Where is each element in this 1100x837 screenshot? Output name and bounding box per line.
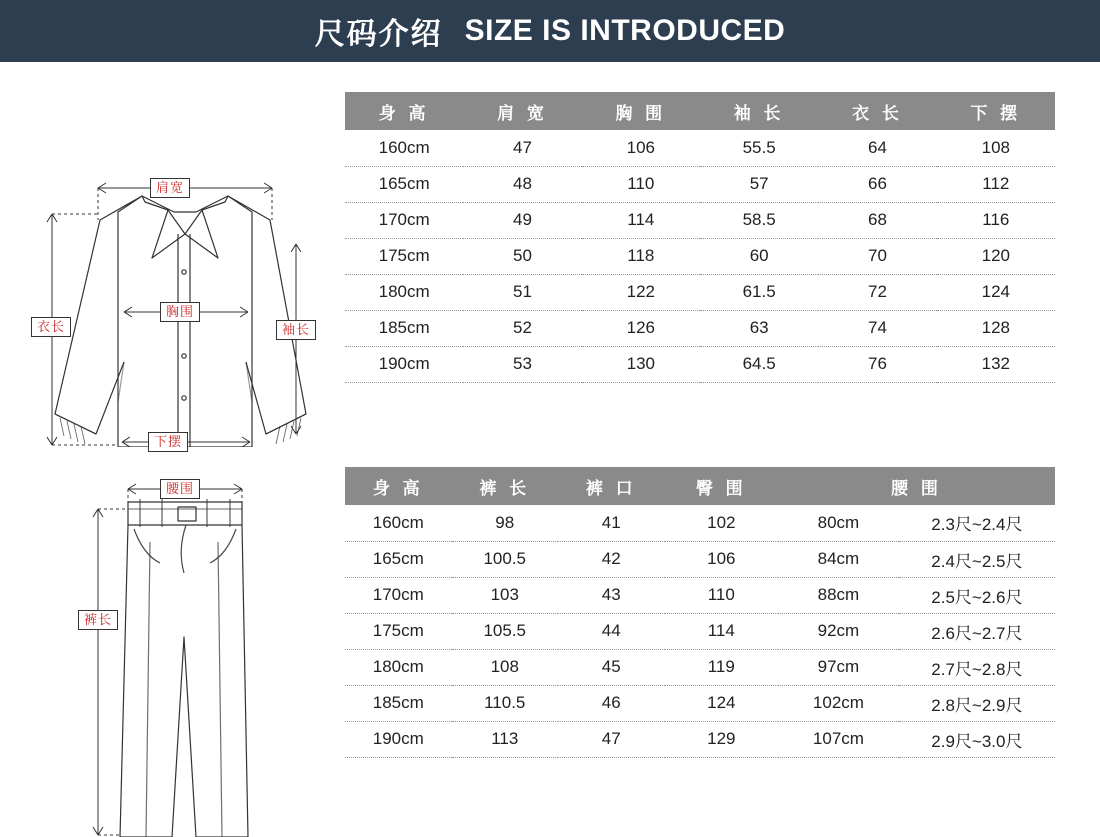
cell-height: 160cm [345,505,452,541]
pants-figure [0,447,345,837]
cell-waist-cm: 102cm [778,685,899,721]
cell-length: 64 [818,130,936,166]
cell-sleeve: 63 [700,310,818,346]
cell-waist-cm: 107cm [778,721,899,757]
th-pants-length: 裤 长 [452,467,559,505]
cell-sleeve: 58.5 [700,202,818,238]
table-row [345,166,1055,202]
pants-size-table-wrap [345,447,1100,837]
cell-waist-cm: 80cm [778,505,899,541]
cell-length: 66 [818,166,936,202]
cell-length: 76 [818,346,936,382]
cell-height: 170cm [345,577,452,613]
table-row [345,310,1055,346]
shirt-size-table [345,92,1055,383]
cell-hem: 120 [937,238,1055,274]
cell-sleeve: 57 [700,166,818,202]
table-row [345,613,1055,649]
cell-waist-cm: 97cm [778,649,899,685]
shirt-illustration [0,62,345,447]
pants-section [0,447,1100,837]
table-header-row [345,467,1055,505]
cell-waist-chi: 2.9尺~3.0尺 [899,721,1055,757]
cell-height: 190cm [345,346,463,382]
th-length: 衣 长 [818,92,936,130]
cell-sleeve: 55.5 [700,130,818,166]
cell-chest: 118 [582,238,700,274]
cell-pants-length: 105.5 [452,613,559,649]
cell-hem: 112 [937,166,1055,202]
th-sleeve: 袖 长 [700,92,818,130]
cell-shoulder: 53 [463,346,581,382]
table-row [345,721,1055,757]
cell-height: 165cm [345,541,452,577]
pants-illustration [0,447,345,837]
cell-pants-length: 100.5 [452,541,559,577]
shirt-label-hem: 下摆 [148,432,188,452]
cell-shoulder: 50 [463,238,581,274]
th-hem: 下 摆 [937,92,1055,130]
cell-pants-length: 108 [452,649,559,685]
cell-pants-length: 113 [452,721,559,757]
cell-shoulder: 47 [463,130,581,166]
cell-shoulder: 51 [463,274,581,310]
cell-cuff: 43 [558,577,665,613]
cell-height: 185cm [345,685,452,721]
cell-waist-chi: 2.4尺~2.5尺 [899,541,1055,577]
cell-cuff: 41 [558,505,665,541]
table-row [345,274,1055,310]
cell-cuff: 44 [558,613,665,649]
cell-pants-length: 110.5 [452,685,559,721]
table-row [345,649,1055,685]
table-row [345,685,1055,721]
shirt-label-length: 衣长 [31,317,71,337]
cell-height: 165cm [345,166,463,202]
cell-chest: 130 [582,346,700,382]
cell-waist-chi: 2.3尺~2.4尺 [899,505,1055,541]
cell-hip: 106 [665,541,779,577]
cell-hem: 108 [937,130,1055,166]
shirt-size-table-wrap [345,62,1100,447]
cell-shoulder: 48 [463,166,581,202]
shirt-label-chest: 胸围 [160,302,200,322]
table-header-row [345,92,1055,130]
pants-size-table [345,467,1055,758]
cell-height: 175cm [345,238,463,274]
th-waist: 腰 围 [778,467,1055,505]
cell-chest: 114 [582,202,700,238]
cell-cuff: 45 [558,649,665,685]
cell-height: 160cm [345,130,463,166]
th-cuff: 裤 口 [558,467,665,505]
th-chest: 胸 围 [582,92,700,130]
cell-hem: 128 [937,310,1055,346]
shirt-label-shoulder: 肩宽 [150,178,190,198]
cell-waist-chi: 2.6尺~2.7尺 [899,613,1055,649]
page-title-en: SIZE IS INTRODUCED [464,14,786,47]
cell-hem: 124 [937,274,1055,310]
cell-height: 180cm [345,649,452,685]
th-shoulder: 肩 宽 [463,92,581,130]
cell-cuff: 47 [558,721,665,757]
cell-hem: 132 [937,346,1055,382]
cell-pants-length: 98 [452,505,559,541]
cell-pants-length: 103 [452,577,559,613]
table-row [345,130,1055,166]
cell-chest: 122 [582,274,700,310]
cell-hip: 124 [665,685,779,721]
table-row [345,238,1055,274]
page-title-cn: 尺码介绍 [314,18,443,51]
pants-label-waist: 腰围 [160,479,200,499]
cell-hip: 110 [665,577,779,613]
shirt-label-sleeve: 袖长 [276,320,316,340]
cell-height: 180cm [345,274,463,310]
cell-waist-chi: 2.5尺~2.6尺 [899,577,1055,613]
table-row [345,202,1055,238]
th-hip: 臀 围 [665,467,779,505]
cell-sleeve: 64.5 [700,346,818,382]
cell-sleeve: 60 [700,238,818,274]
cell-length: 74 [818,310,936,346]
cell-hip: 119 [665,649,779,685]
cell-shoulder: 49 [463,202,581,238]
cell-chest: 106 [582,130,700,166]
cell-waist-chi: 2.7尺~2.8尺 [899,649,1055,685]
cell-waist-cm: 84cm [778,541,899,577]
page-header [0,0,1100,62]
pants-label-length: 裤长 [78,610,118,630]
cell-hip: 102 [665,505,779,541]
shirt-section [0,62,1100,447]
th-height: 身 高 [345,467,452,505]
cell-waist-cm: 92cm [778,613,899,649]
cell-length: 68 [818,202,936,238]
cell-hip: 114 [665,613,779,649]
cell-cuff: 46 [558,685,665,721]
cell-waist-chi: 2.8尺~2.9尺 [899,685,1055,721]
table-row [345,541,1055,577]
cell-height: 170cm [345,202,463,238]
cell-hip: 129 [665,721,779,757]
cell-height: 190cm [345,721,452,757]
cell-chest: 126 [582,310,700,346]
cell-hem: 116 [937,202,1055,238]
cell-length: 70 [818,238,936,274]
cell-height: 185cm [345,310,463,346]
cell-waist-cm: 88cm [778,577,899,613]
cell-chest: 110 [582,166,700,202]
table-row [345,505,1055,541]
cell-height: 175cm [345,613,452,649]
cell-shoulder: 52 [463,310,581,346]
th-height: 身 高 [345,92,463,130]
table-row [345,346,1055,382]
shirt-figure [0,62,345,447]
cell-cuff: 42 [558,541,665,577]
cell-length: 72 [818,274,936,310]
cell-sleeve: 61.5 [700,274,818,310]
table-row [345,577,1055,613]
